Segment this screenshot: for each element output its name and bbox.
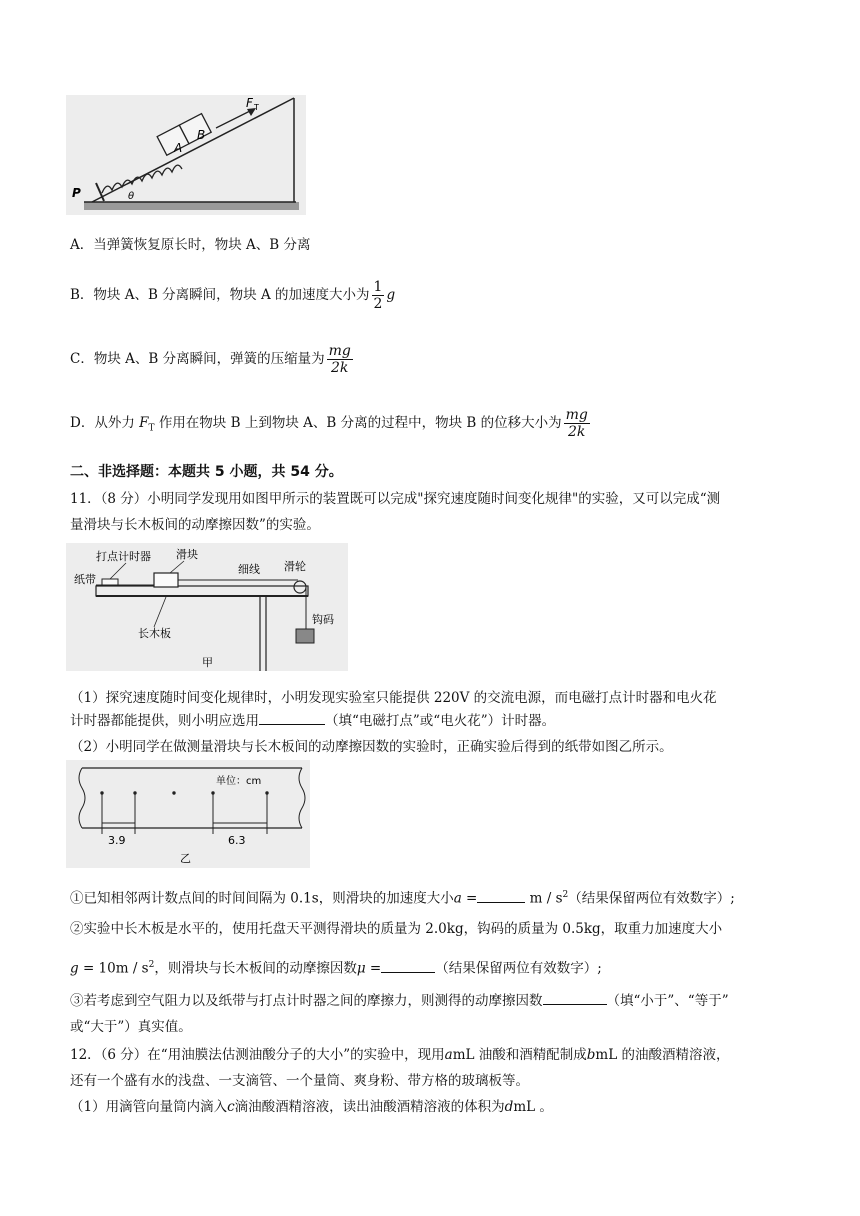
unit-exp: 2 (562, 890, 569, 900)
option-c (70, 343, 355, 376)
leader-board (154, 597, 166, 627)
option-a: A．当弹簧恢复原长时，物块 A、B 分离 (70, 237, 311, 253)
tape-diagram (66, 760, 310, 868)
label-force: F (246, 96, 253, 110)
board (96, 586, 308, 596)
option-b-g: g (386, 287, 396, 303)
apparatus-diagram (66, 543, 348, 671)
label-p: P (72, 186, 81, 200)
q11-s3-line2: 或“大于”）真实值。 (70, 1019, 192, 1035)
label-string: 细线 (238, 563, 260, 576)
q11-s1-text: ①已知相邻两计数点间的时间间隔为 0.1s，则滑块的加速度大小 (70, 890, 454, 907)
q11-s3-text: ③若考虑到空气阻力以及纸带与打点计时器之间的摩擦力，则测得的动摩擦因数 (70, 993, 543, 1009)
label-weight: 钩码 (312, 613, 334, 626)
label-b: B (197, 128, 206, 142)
label-d2: 6.3 (228, 834, 246, 847)
q11-s2-line2 (70, 955, 602, 979)
q12-p1-text: （1）用滴管向量筒内滴入 (70, 1099, 228, 1115)
pulley (294, 581, 306, 593)
unit-exp: 2 (148, 960, 155, 970)
fraction-den: 2k (568, 424, 586, 440)
q11-s2-note: （结果保留两位有效数字）; (435, 960, 602, 977)
var-a: a (453, 890, 462, 907)
label-timer: 打点计时器 (96, 550, 151, 563)
answer-blank[interactable] (543, 1004, 607, 1005)
var-d: d (504, 1099, 514, 1115)
fraction-num: mg (328, 343, 351, 359)
force-arrow (216, 109, 254, 128)
unit: m / s (529, 890, 563, 907)
fraction-mg-2k (564, 407, 590, 440)
answer-blank[interactable] (381, 972, 435, 973)
label-tape: 纸带 (74, 573, 96, 586)
q11-s2-line1: ②实验中长木板是水平的，使用托盘天平测得滑块的质量为 2.0kg，钩码的质量为 0.5kg，取重力加速度大小 (70, 921, 723, 937)
option-d (70, 407, 592, 440)
option-d-text2: 作用在物块 B 上到物块 A、B 分离的过程中，物块 B 的位移大小为 (158, 415, 562, 431)
q12-line2: 还有一个盛有水的浅盘、一支滴管、一个量筒、爽身粉、带方格的玻璃板等。 (70, 1073, 529, 1089)
var-b: b (586, 1047, 596, 1063)
q11-p1-text2: （填“电磁打点”或“电火花”）计时器。 (325, 713, 556, 729)
fraction-half (372, 279, 385, 312)
tape-left-edge (79, 768, 85, 828)
q12-text: 12．（6 分）在“用油膜法估测油酸分子的大小”的实验中，现用 (70, 1047, 445, 1063)
leader-timer (110, 563, 126, 579)
caption-yi: 乙 (180, 852, 191, 865)
option-b (70, 279, 395, 312)
tape-right-edge (299, 768, 305, 828)
incline-diagram (66, 95, 306, 215)
q11-line1: 11．（8 分）小明同学发现用如图甲所示的装置既可以完成"探究速度随时间变化规律"的实验，又可以完成“测 (70, 491, 721, 507)
dot (172, 791, 175, 794)
q11-s1-note: （结果保留两位有效数字）; (568, 890, 735, 907)
label-force-sub: T (254, 103, 259, 112)
fraction-num: 1 (373, 279, 383, 295)
var-g: g (70, 960, 79, 977)
var-c: c (227, 1099, 235, 1115)
var-mu: μ (356, 960, 366, 977)
weight (296, 629, 314, 643)
label-pulley: 滑轮 (284, 560, 306, 573)
fraction-den: 2 (373, 296, 383, 312)
apparatus-figure (66, 543, 348, 671)
q11-s3-line1 (70, 991, 729, 1011)
q11-s2-text: ，则滑块与长木板间的动摩擦因数 (154, 960, 357, 977)
leader-block (170, 561, 184, 573)
eq: = (365, 960, 382, 977)
q12-text2: mL 油酸和酒精配制成 (452, 1047, 587, 1063)
ground (84, 202, 299, 210)
eq: = (461, 890, 478, 907)
option-c-text: C．物块 A、B 分离瞬间，弹簧的压缩量为 (70, 351, 325, 367)
q11-p1-text: 计时器都能提供，则小明应选用 (70, 713, 259, 729)
label-board: 长木板 (138, 627, 171, 640)
option-b-text: B．物块 A、B 分离瞬间，物块 A 的加速度大小为 (70, 287, 370, 303)
incline-figure (66, 95, 306, 215)
fraction-mg-2k (327, 343, 353, 376)
label-d1: 3.9 (108, 834, 126, 847)
q11-p1-line2 (70, 711, 555, 731)
label-a: A (174, 141, 183, 155)
q11-s3-text2: （填“小于”、“等于” (606, 993, 729, 1009)
q12-p1-text2: 滴油酸酒精溶液，读出油酸酒精溶液的体积为 (234, 1099, 505, 1115)
var-a: a (444, 1047, 453, 1063)
section-title: 二、非选择题：本题共 5 小题，共 54 分。 (70, 464, 343, 480)
label-unit: 单位：cm (216, 776, 262, 787)
q12-p1-text3: mL 。 (513, 1099, 553, 1115)
label-block: 滑块 (176, 548, 198, 561)
q11-p1-line1: （1）探究速度随时间变化规律时，小明发现实验室只能提供 220V 的交流电源，而电磁打点计时器和电火花 (70, 690, 717, 706)
option-d-force-sub: T (148, 423, 155, 434)
label-theta: θ (128, 191, 135, 202)
slider-block (154, 573, 178, 587)
fraction-den: 2k (331, 360, 349, 376)
q12-line1 (70, 1045, 729, 1065)
option-d-force: F (139, 415, 149, 431)
spring (102, 165, 182, 193)
option-d-text1: D．从外力 (70, 415, 135, 431)
g-value: = 10m / s (78, 960, 149, 977)
q12-p1 (70, 1097, 553, 1117)
answer-blank[interactable] (477, 902, 525, 903)
q12-text3: mL 的油酸酒精溶液， (595, 1047, 730, 1063)
q11-p2-line: （2）小明同学在做测量滑块与长木板间的动摩擦因数的实验时，正确实验后得到的纸带如图乙所示。 (70, 739, 673, 755)
q11-line2: 量滑块与长木板间的动摩擦因数”的实验。 (70, 517, 320, 533)
q11-s1 (70, 885, 735, 909)
caption-jia: 甲 (202, 656, 213, 669)
tape-figure (66, 760, 310, 868)
fraction-num: mg (565, 407, 588, 423)
answer-blank[interactable] (259, 724, 325, 725)
